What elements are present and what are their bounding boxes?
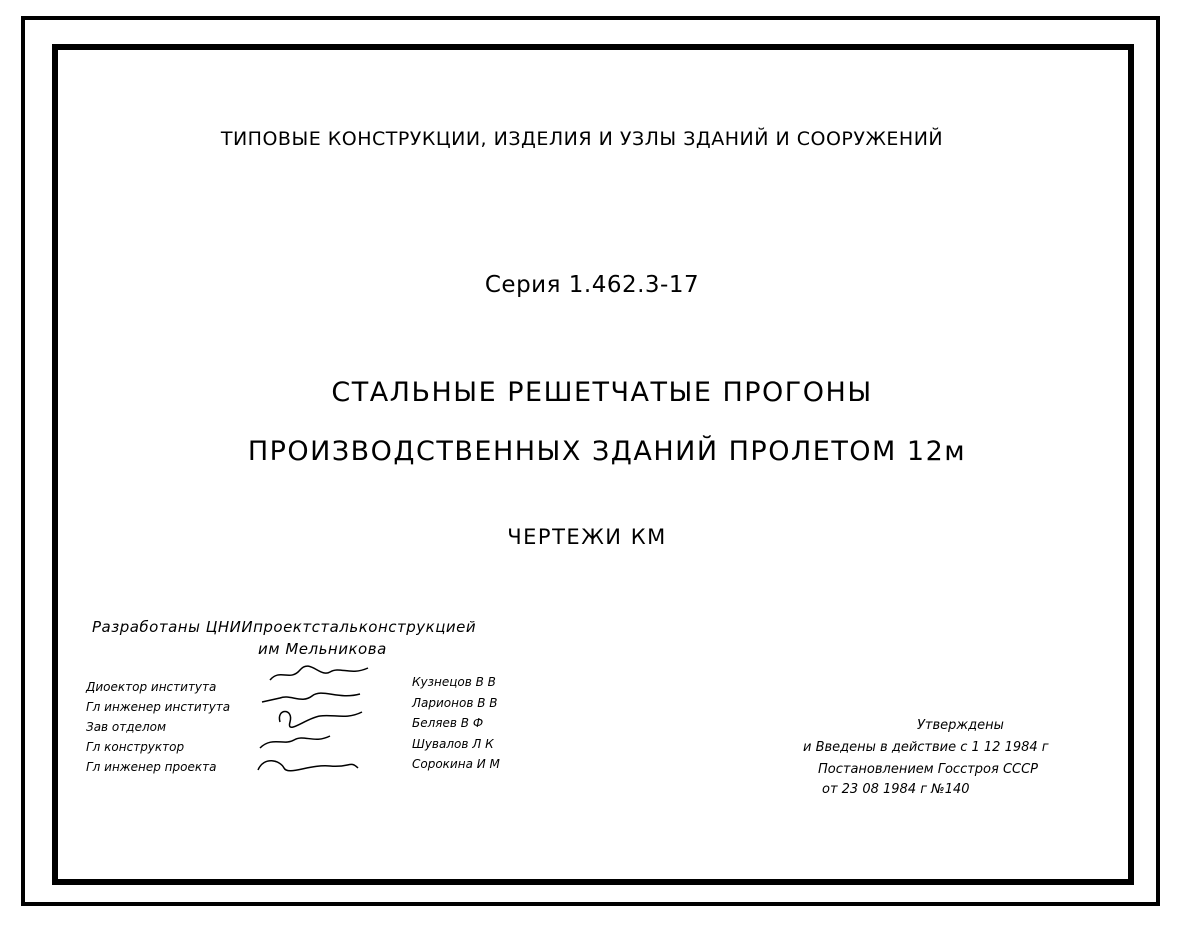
signature-3 bbox=[279, 712, 362, 728]
staff-name: Сорокина И М bbox=[412, 757, 500, 771]
staff-role: Гл инженер института bbox=[86, 700, 231, 714]
staff-role: Гл конструктор bbox=[86, 740, 185, 754]
developer-line1: Разработаны ЦНИИпроектстальконструкцией bbox=[92, 618, 477, 636]
staff-role: Гл инженер проекта bbox=[86, 760, 217, 774]
staff-name: Кузнецов В В bbox=[412, 675, 496, 689]
approval-line2: и Введены в действие с 1 12 1984 г bbox=[803, 740, 1049, 755]
approval-line1: Утверждены bbox=[917, 718, 1004, 733]
document-title-line1: СТАЛЬНЫЕ РЕШЕТЧАТЫЕ ПРОГОНЫ bbox=[331, 377, 873, 408]
signatures bbox=[250, 660, 390, 780]
approval-line3: Постановлением Госстроя СССР bbox=[818, 762, 1039, 777]
staff-names bbox=[412, 672, 500, 775]
signature-2 bbox=[262, 693, 360, 702]
signature-4 bbox=[260, 736, 330, 748]
drawings-label: ЧЕРТЕЖИ КМ bbox=[507, 525, 667, 549]
signature-1 bbox=[270, 666, 368, 680]
collection-title: ТИПОВЫЕ КОНСТРУКЦИИ, ИЗДЕЛИЯ И УЗЛЫ ЗДАНИЙ И СООРУЖЕНИЙ bbox=[220, 128, 944, 150]
staff-name: Беляев В Ф bbox=[412, 716, 484, 730]
staff-role: Зав отделом bbox=[86, 720, 167, 734]
staff-name: Ларионов В В bbox=[412, 695, 498, 710]
staff-name: Шувалов Л К bbox=[412, 736, 494, 751]
staff-roles bbox=[86, 677, 230, 777]
series-number: Серия 1.462.3-17 bbox=[484, 272, 700, 298]
signature-5 bbox=[258, 761, 358, 771]
staff-role: Диоектор института bbox=[86, 680, 217, 694]
developer-line2: им Мельникова bbox=[258, 640, 387, 658]
document-title-line2: ПРОИЗВОДСТВЕННЫХ ЗДАНИЙ ПРОЛЕТОМ 12м bbox=[247, 436, 967, 467]
approval-line4: от 23 08 1984 г №140 bbox=[822, 782, 970, 797]
